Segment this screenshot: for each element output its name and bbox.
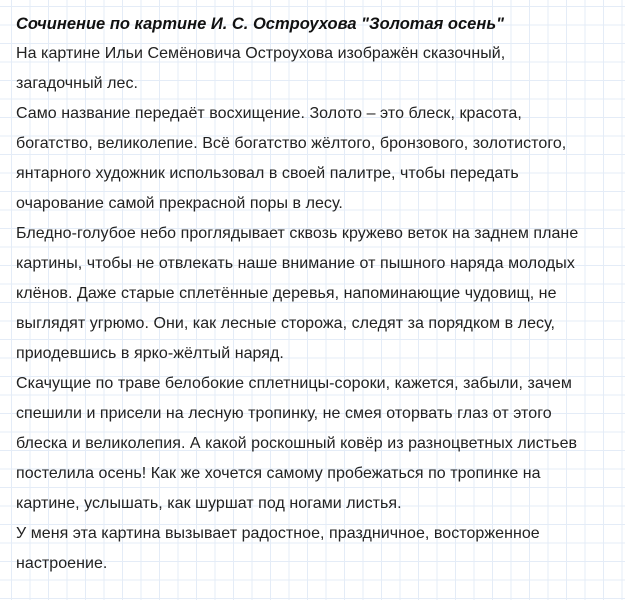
essay-line: Скачущие по траве белобокие сплетницы-сороки, кажется, забыли, зачем [16,375,572,392]
essay-line: янтарного художник использовал в своей палитре, чтобы передать [16,165,519,182]
essay-line: загадочный лес. [16,75,138,92]
essay-line: клёнов. Даже старые сплетённые деревья, напоминающие чудовищ, не [16,285,557,302]
essay-line: Бледно-голубое небо проглядывает сквозь кружево веток на заднем плане [16,225,579,242]
essay-line: У меня эта картина вызывает радостное, праздничное, восторженное [16,525,540,542]
essay-line: постелила осень! Как же хочется самому пробежаться по тропинке на [16,465,541,482]
essay-line: На картине Ильи Семёновича Остроухова изображён сказочный, [16,45,506,62]
essay-line: приодевшись в ярко-жёлтый наряд. [16,345,284,362]
essay-line: выглядят угрюмо. Они, как лесные сторожа, следят за порядком в лесу, [16,315,556,332]
essay-line: картины, чтобы не отвлекать наше внимание от пышного наряда молодых [16,255,575,272]
essay-line: картине, услышать, как шуршат под ногами листья. [16,495,402,512]
essay-title: Сочинение по картине И. С. Остроухова "Золотая осень" [16,15,504,33]
essay-document [16,9,616,579]
essay-line: богатство, великолепие. Всё богатство жёлтого, бронзового, золотистого, [16,135,567,152]
essay-line: спешили и присели на лесную тропинку, не смея оторвать глаз от этого [16,405,552,422]
essay-line: Само название передаёт восхищение. Золото – это блеск, красота, [16,105,522,122]
essay-line: блеска и великолепия. А какой роскошный ковёр из разноцветных листьев [16,435,578,452]
essay-line: очарование самой прекрасной поры в лесу. [16,195,343,212]
essay-line: настроение. [16,555,108,572]
